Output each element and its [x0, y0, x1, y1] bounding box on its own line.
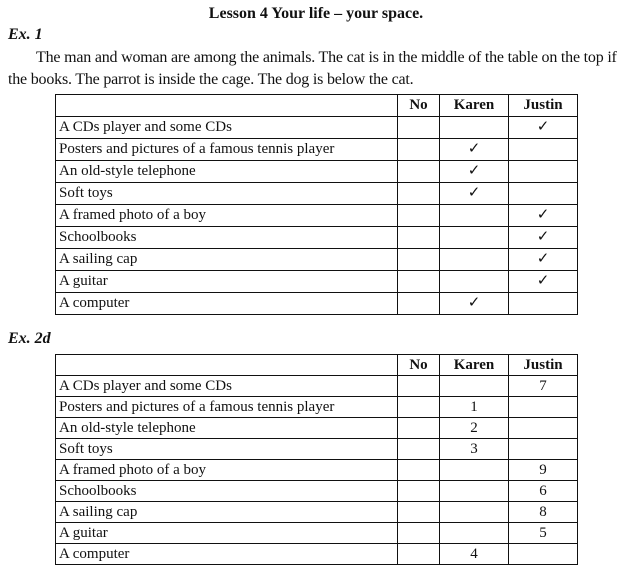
row-no-cell	[398, 205, 440, 227]
page-title: Lesson 4 Your life – your space.	[208, 5, 424, 22]
row-justin-cell	[509, 139, 578, 161]
row-karen-cell: ✓	[440, 161, 509, 183]
row-karen-cell	[440, 205, 509, 227]
exercise-1-text: The man and woman are among the animals. The cat is in the middle of the table on the top if the books. The parrot is inside the cage. The dog is below the cat.	[8, 49, 617, 88]
row-item-cell: A CDs player and some CDs	[56, 117, 398, 139]
row-karen-cell	[440, 481, 509, 502]
table-row	[56, 460, 578, 481]
row-justin-cell: 7	[509, 376, 578, 397]
row-no-cell	[398, 249, 440, 271]
row-item-cell: Posters and pictures of a famous tennis player	[56, 397, 398, 418]
row-no-cell	[398, 418, 440, 439]
row-no-cell	[398, 161, 440, 183]
header-item	[56, 355, 398, 376]
row-no-cell	[398, 397, 440, 418]
table-row	[56, 249, 578, 271]
row-no-cell	[398, 183, 440, 205]
row-item-cell: A sailing cap	[56, 249, 398, 271]
table-row	[56, 117, 578, 139]
row-karen-cell	[440, 227, 509, 249]
table-row	[56, 205, 578, 227]
table-row	[56, 397, 578, 418]
table-row	[56, 481, 578, 502]
table-row	[56, 544, 578, 565]
row-item-cell: Soft toys	[56, 439, 398, 460]
row-item-cell: A guitar	[56, 523, 398, 544]
table-row	[56, 227, 578, 249]
row-justin-cell: 9	[509, 460, 578, 481]
table-row	[56, 439, 578, 460]
row-justin-cell	[509, 418, 578, 439]
row-item-cell: A guitar	[56, 271, 398, 293]
row-item-cell: A framed photo of a boy	[56, 460, 398, 481]
row-karen-cell: ✓	[440, 293, 509, 315]
row-item-cell: Schoolbooks	[56, 481, 398, 502]
row-justin-cell: 5	[509, 523, 578, 544]
table-row	[56, 161, 578, 183]
row-justin-cell: ✓	[509, 271, 578, 293]
table-header-row	[56, 355, 578, 376]
header-karen: Karen	[440, 95, 509, 117]
row-karen-cell	[440, 117, 509, 139]
row-item-cell: Schoolbooks	[56, 227, 398, 249]
row-justin-cell	[509, 161, 578, 183]
row-no-cell	[398, 460, 440, 481]
row-karen-cell	[440, 502, 509, 523]
table-row	[56, 293, 578, 315]
table-row	[56, 139, 578, 161]
row-justin-cell: ✓	[509, 117, 578, 139]
row-no-cell	[398, 481, 440, 502]
table-row	[56, 271, 578, 293]
row-karen-cell: 4	[440, 544, 509, 565]
table-row	[56, 502, 578, 523]
header-justin: Justin	[509, 355, 578, 376]
row-karen-cell	[440, 249, 509, 271]
exercise-1-label: Ex. 1	[8, 26, 43, 43]
table-row	[56, 183, 578, 205]
row-justin-cell	[509, 397, 578, 418]
row-item-cell: Posters and pictures of a famous tennis player	[56, 139, 398, 161]
row-no-cell	[398, 139, 440, 161]
row-no-cell	[398, 271, 440, 293]
header-item	[56, 95, 398, 117]
row-no-cell	[398, 117, 440, 139]
row-item-cell: A sailing cap	[56, 502, 398, 523]
row-no-cell	[398, 523, 440, 544]
table-header-row	[56, 95, 578, 117]
row-karen-cell	[440, 271, 509, 293]
header-no: No	[398, 95, 440, 117]
row-item-cell: An old-style telephone	[56, 418, 398, 439]
row-no-cell	[398, 227, 440, 249]
exercise-1-table	[55, 94, 578, 315]
row-no-cell	[398, 502, 440, 523]
row-justin-cell: ✓	[509, 205, 578, 227]
row-item-cell: An old-style telephone	[56, 161, 398, 183]
row-no-cell	[398, 544, 440, 565]
row-justin-cell	[509, 439, 578, 460]
row-karen-cell	[440, 376, 509, 397]
row-item-cell: Soft toys	[56, 183, 398, 205]
row-karen-cell: 2	[440, 418, 509, 439]
exercise-2d-label: Ex. 2d	[8, 330, 51, 347]
row-karen-cell	[440, 460, 509, 481]
row-karen-cell: 1	[440, 397, 509, 418]
row-justin-cell: ✓	[509, 227, 578, 249]
header-no: No	[398, 355, 440, 376]
row-karen-cell: ✓	[440, 183, 509, 205]
table-row	[56, 523, 578, 544]
row-justin-cell	[509, 293, 578, 315]
row-justin-cell	[509, 183, 578, 205]
row-item-cell: A framed photo of a boy	[56, 205, 398, 227]
header-justin: Justin	[509, 95, 578, 117]
row-item-cell: A CDs player and some CDs	[56, 376, 398, 397]
row-karen-cell: ✓	[440, 139, 509, 161]
table-row	[56, 418, 578, 439]
row-justin-cell: 6	[509, 481, 578, 502]
row-justin-cell: 8	[509, 502, 578, 523]
row-no-cell	[398, 439, 440, 460]
row-item-cell: A computer	[56, 293, 398, 315]
row-justin-cell: ✓	[509, 249, 578, 271]
row-justin-cell	[509, 544, 578, 565]
table-row	[56, 376, 578, 397]
row-karen-cell: 3	[440, 439, 509, 460]
row-no-cell	[398, 376, 440, 397]
exercise-2d-table	[55, 354, 578, 565]
row-karen-cell	[440, 523, 509, 544]
header-karen: Karen	[440, 355, 509, 376]
row-no-cell	[398, 293, 440, 315]
row-item-cell: A computer	[56, 544, 398, 565]
